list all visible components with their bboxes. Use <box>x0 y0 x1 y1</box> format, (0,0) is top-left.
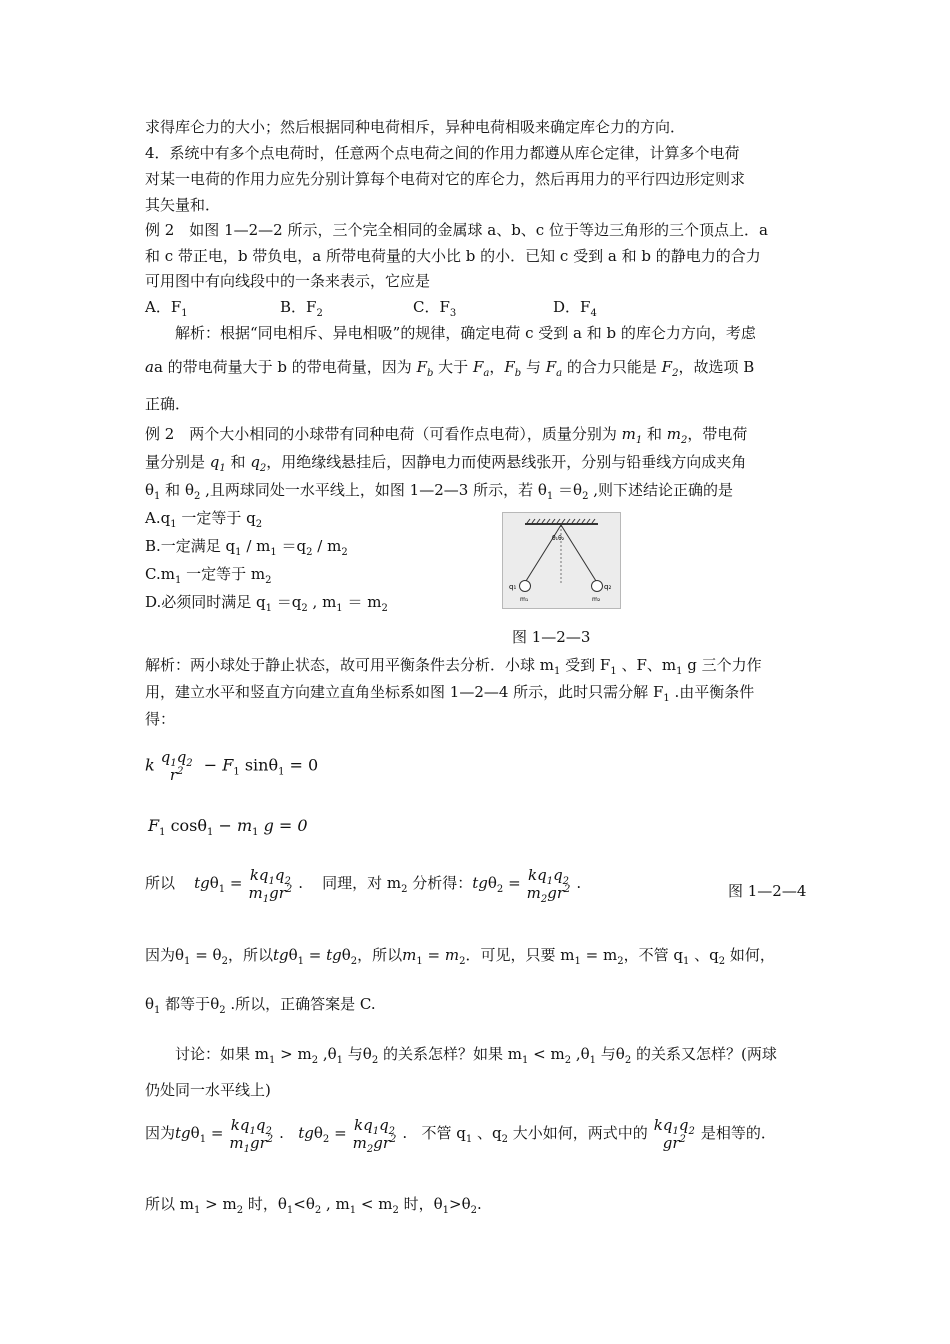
ex2-optA2: 一定等于 q <box>176 509 256 527</box>
disc-1d: 与θ <box>343 1045 372 1063</box>
sol2-a: a 的带电荷量大于 b 的带电荷量，因为 <box>153 358 417 376</box>
an-l1b: 受到 F <box>560 656 611 674</box>
ex2-l2c: ，用绝缘线悬挂后，因静电力而使两悬线张开，分别与铅垂线方向成夹角 <box>266 453 747 471</box>
option-a-label: A．F <box>145 298 182 316</box>
analysis-line3: 得： <box>145 710 176 728</box>
example1-solution-line3: 正确． <box>145 395 191 413</box>
eq1-sin: sinθ <box>239 755 279 775</box>
because-line: 因为$\theta_1 = \theta_2$，所以tgθ$_1$ = tgθ$_2$，所以$m_1 = m_2$．可见，只要 $m_1 = m_2$，不管 $q_1$ 、$q_2$ 如何， <box>145 946 775 967</box>
example2-option-c: $C.m_1$ 一定等于 $m_2$ <box>145 565 272 586</box>
point4-line1: 4．系统中有多个点电荷时，任意两个点电荷之间的作用力都遵从库仑定律，计算多个电荷 <box>145 144 740 162</box>
disc-4c: 时， <box>243 1195 278 1213</box>
figure-pendulum <box>502 512 621 609</box>
same-way2: 分析得： <box>407 874 473 892</box>
disc-4f: 时， <box>398 1195 434 1213</box>
eq2-b: cosθ <box>165 816 208 835</box>
eq2-c: − m <box>213 816 253 835</box>
disc-1a: 讨论：如果 m <box>175 1045 269 1063</box>
example1-line1: 例 2 如图 1—2—2 所示，三个完全相同的金属球 a、b、c 位于等边三角形的三个顶点上．a <box>145 221 768 239</box>
disc-1c: ,θ <box>318 1045 337 1063</box>
example2-line1 <box>145 423 747 445</box>
disc-3b: 不管 q <box>421 1124 466 1142</box>
because-b: ，所以 <box>227 946 273 964</box>
disc-3d: 大小如何，两式中的 <box>507 1124 648 1142</box>
disc-1b: > m <box>275 1045 312 1063</box>
so-label: 所以 <box>145 874 176 892</box>
var-a: a <box>145 358 154 376</box>
option-b-label: B．F <box>280 298 317 316</box>
option-d-label: D．F <box>553 298 591 316</box>
option-c-sub: 3 <box>449 308 457 319</box>
ex2-l3d: ＝θ <box>553 481 583 499</box>
because-d: ．可见，只要 m <box>465 946 575 964</box>
theta-label: θ₁θ₂ <box>552 535 565 542</box>
ex2-optC2: 一定等于 m <box>181 565 266 583</box>
m1-label: m₁ <box>520 596 529 603</box>
option-a <box>145 296 188 318</box>
because-h: 如何， <box>725 946 775 964</box>
disc-1g: ,θ <box>571 1045 590 1063</box>
discussion-line3: 因为tgθ$_1$ = $kq_1q_2$ $m_1gr^2$ . tgθ$_2$ = $kq_1q_2$ $m_2gr^2$ . 不管 $q_1$ 、$q_2$ 大小如何，两式中的 $kq_1q_2$ $gr^2$ 是相等的． <box>145 1116 776 1155</box>
discussion-line4: 所以 $m_1 > m_2$ 时，$\theta_1<\theta_2$ , $m_1 < m_2$ 时，$\theta_1>\theta_2$. <box>145 1195 482 1216</box>
sol2-b: 大于 <box>433 358 473 376</box>
example1-solution-line1: 解析：根据“同电相斥、异电相吸”的规律，确定电荷 c 受到 a 和 b 的库仑力方向，考虑 <box>175 324 756 342</box>
figure-124-label: 图 1—2—4 <box>728 882 807 900</box>
var-Fa: $F_a$ <box>472 358 490 379</box>
example2-line2 <box>145 451 746 473</box>
an-l1c: 、F、m <box>616 656 677 674</box>
ball-2 <box>592 581 603 592</box>
var-q2: $q_2$ <box>250 453 267 474</box>
ex2-l1c: ，带电荷 <box>687 425 748 443</box>
ex2-l3a: θ <box>145 481 155 499</box>
option-d <box>553 296 597 318</box>
discussion-line1: 讨论：如果 $m_1 > m_2$ $,\theta_1$ 与$\theta_2$ 的关系怎样？如果 $m_1 < m_2$ $,\theta_1$ 与$\theta_2$ 的关系又怎样？(两球 <box>175 1045 777 1066</box>
disc-4d: , m <box>321 1195 350 1213</box>
left-string <box>526 525 561 581</box>
an-l2a: 用，建立水平和竖直方向建立直角坐标系如图 1—2—4 所示，此时只需分解 F <box>145 683 664 701</box>
because-a: 因为 <box>145 946 176 964</box>
var-F2: $F_2$ <box>661 358 679 379</box>
ex2-optD: D.必须同时满足 q <box>145 593 266 611</box>
equation-1: k $q_1q_2$ $r^2$ − $F_1$ sinθ$_1$ = 0 <box>145 748 319 784</box>
disc-1e: 的关系怎样？如果 m <box>378 1045 522 1063</box>
ex2-l2b: 和 <box>225 453 251 471</box>
eq2-d: g = 0 <box>258 816 308 835</box>
sol2-d: 的合力只能是 <box>562 358 662 376</box>
because-c: ，所以 <box>357 946 403 964</box>
an-l2b: .由平衡条件 <box>669 683 755 701</box>
var-Fb: $F_b$ <box>416 358 434 379</box>
analysis-line2: 用，建立水平和竖直方向建立直角坐标系如图 1—2—4 所示，此时只需分解 $F_1$ .由平衡条件 <box>145 683 755 704</box>
ex2-l1a: 例 2 两个大小相同的小球带有同种电荷（可看作点电荷），质量分别为 <box>145 425 622 443</box>
conclusion-line: $\theta_1$ 都等于$\theta_2$ .所以，正确答案是 C. <box>145 995 376 1016</box>
disc-1i: 的关系又怎样？(两球 <box>631 1045 777 1063</box>
ex2-optB3: ＝q <box>276 537 307 555</box>
ex2-l1b: 和 <box>642 425 667 443</box>
paragraph-coulomb-direction: 求得库仑力的大小；然后根据同种电荷相斥，异种电荷相吸来确定库仑力的方向． <box>145 118 686 136</box>
an-l1a: 解析：两小球处于静止状态，故可用平衡条件去分析．小球 m <box>145 656 554 674</box>
ex2-optC: C.m <box>145 565 175 583</box>
conc-a: 都等于 <box>160 995 211 1013</box>
ex2-optB2: / m <box>241 537 271 555</box>
discussion-line2: 仍处同一水平线上) <box>145 1081 271 1099</box>
option-a-sub: 1 <box>181 308 188 319</box>
option-c-label: C．F <box>413 298 450 316</box>
disc-4a: 所以 m <box>145 1195 194 1213</box>
eq1-end: = 0 <box>284 755 319 775</box>
an-l1d: g 三个力作 <box>682 656 762 674</box>
eq2-a: F <box>148 816 160 835</box>
option-c <box>413 296 456 318</box>
m2-label: m₂ <box>592 596 601 603</box>
eq1-tail: − F <box>198 755 234 775</box>
ex2-optB: B.一定满足 q <box>145 537 236 555</box>
q1-label: q₁ <box>509 583 517 591</box>
disc-4b: > m <box>200 1195 237 1213</box>
option-b-sub: 2 <box>316 308 323 319</box>
equation-2: $F_1$ $\cos\theta_1 - m_1$ g = 0 <box>148 816 308 838</box>
right-string <box>561 525 596 581</box>
ex2-l3c: ,且两球同处一水平线上，如图 1—2—3 所示，若 θ <box>200 481 547 499</box>
ball-1 <box>520 581 531 592</box>
figure-caption: 图 1—2—3 <box>512 628 591 646</box>
pendulum-diagram <box>503 513 620 608</box>
ex2-optD4: ＝ m <box>342 593 382 611</box>
var-Fb2: $F_b$ <box>504 358 522 379</box>
point4-line3: 其矢量和． <box>145 196 221 214</box>
disc-1f: < m <box>528 1045 565 1063</box>
var-q1: $q_1$ <box>209 453 226 474</box>
disc-3a: 因为 <box>145 1124 176 1142</box>
because-g: 、q <box>689 946 719 964</box>
example2-option-b: B.一定满足 $q_1 / m_1 =q_2 / m_2$ <box>145 537 348 558</box>
example1-line2: 和 c 带正电，b 带负电，a 所带电荷量的大小比 b 的小．已知 c 受到 a 和 b 的静电力的合力 <box>145 247 761 265</box>
disc-3c: 、q <box>472 1124 502 1142</box>
because-f: ，不管 q <box>623 946 683 964</box>
var-m1: $m_1$ <box>621 425 643 446</box>
var-m2: $m_2$ <box>666 425 688 446</box>
example2-line3: $\theta_1$ 和 $\theta_2$ ,且两球同处一水平线上，如图 1—2—3 所示，若 $\theta_1 =\theta_2$ ,则下述结论正确的是 <box>145 481 733 502</box>
result-line: 所以 tgθ$_1$ = $kq_1q_2$ $m_1gr^2$ . 同理，对 $m_2$ 分析得：tgθ$_2$ = $kq_1q_2$ $m_2gr^2$ . <box>145 866 582 905</box>
ex2-l3b: 和 θ <box>160 481 194 499</box>
conc-b: .所以，正确答案是 C. <box>225 995 376 1013</box>
ex2-l2a: 量分别是 <box>145 453 210 471</box>
example1-solution-line2: aa 的带电荷量大于 b 的带电荷量，因为 $F_b$ 大于 $F_a$，$F_b$ 与 $F_a$ 的合力只能是 $F_2$，故选项 B <box>145 358 755 379</box>
sol2-e: ，故选项 B <box>678 358 755 376</box>
var-Fa2: $F_a$ <box>545 358 563 379</box>
example2-option-d: D.必须同时满足 $q_1 =q_2$ , $m_1 = m_2$ <box>145 593 388 614</box>
q2-label: q₂ <box>604 583 612 591</box>
ex2-optD3: , m <box>307 593 337 611</box>
point4-line2: 对某一电荷的作用力应先分别计算每个电荷对它的库仑力，然后再用力的平行四边形定则求 <box>145 170 746 188</box>
ceiling-hatching <box>527 519 595 523</box>
disc-4e: < m <box>356 1195 393 1213</box>
ex2-optB4: / m <box>312 537 342 555</box>
analysis-line1: 解析：两小球处于静止状态，故可用平衡条件去分析．小球 $m_1$ 受到 $F_1$ 、F、$m_1$ g 三个力作 <box>145 656 762 677</box>
ex2-optA: A.q <box>145 509 171 527</box>
because-e: = m <box>580 946 618 964</box>
same-way: 同理，对 m <box>322 874 402 892</box>
disc-1h: 与θ <box>596 1045 625 1063</box>
option-d-sub: 4 <box>590 308 597 319</box>
ex2-optD2: ＝q <box>272 593 302 611</box>
example2-option-a: $A.q_1$ 一定等于 $q_2$ <box>145 509 263 530</box>
example1-line3: 可用图中有向线段中的一条来表示，它应是 <box>145 272 431 290</box>
ex2-l3e: ,则下述结论正确的是 <box>588 481 733 499</box>
option-b <box>280 296 323 318</box>
sol2-c: 与 <box>521 358 546 376</box>
disc-3e: 是相等的． <box>700 1124 776 1142</box>
